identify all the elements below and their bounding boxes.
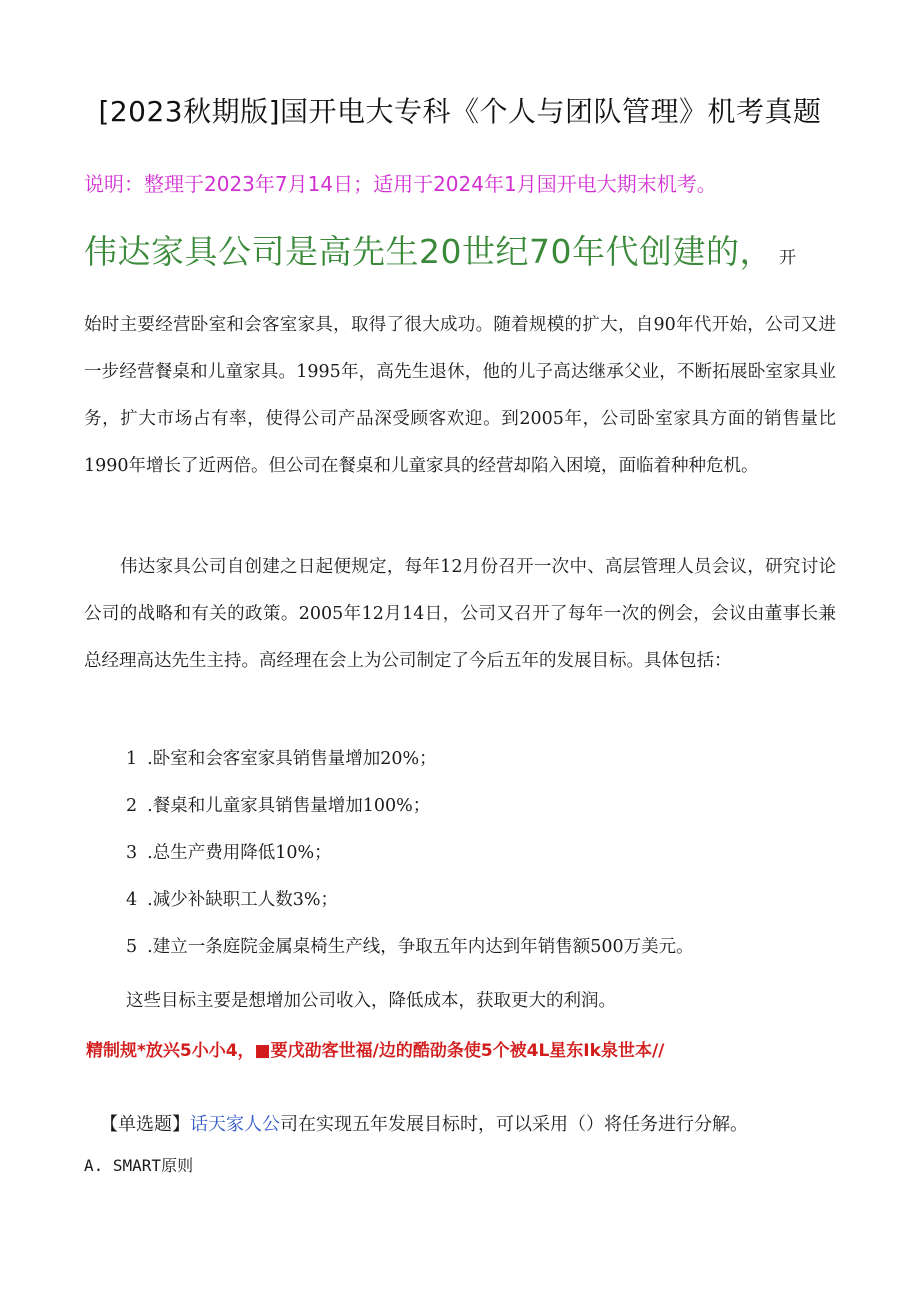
goal-item [126,830,694,877]
question-stem [100,1110,748,1136]
goal-number: 2 [126,796,138,816]
explanation-note: 说明：整理于2023年7月14日；适用于2024年1月国开电大期末机考。 [84,172,717,196]
goal-number: 3 [126,843,138,863]
case-paragraph-2: 伟达家具公司自创建之日起便规定，每年12月份召开一次中、高层管理人员会议，研究讨论公司的战略和有关的政策。2005年12月14日，公司又召开了每年一次的例会，会议由董事长兼总经理高达先生主持。高经理在会上为公司制定了今后五年的发展目标。具体包括： [84,557,836,671]
question-highlight: 话天家人公 [190,1114,280,1135]
goal-text: .建立一条庭院金属桌椅生产线，争取五年内达到年销售额500万美元。 [147,937,694,957]
goal-text: .卧室和会客室家具销售量增加20%； [147,749,437,769]
goals-summary: 这些目标主要是想增加公司收入，降低成本，获取更大的利润。 [126,991,616,1011]
goal-number: 4 [126,890,138,910]
document-title: [2023秋期版]国开电大专科《个人与团队管理》机考真题 [98,95,822,128]
question-type-tag: 【单选题】 [100,1114,190,1135]
goal-number: 1 [126,749,138,769]
option-a: A. SMART原则 [84,1156,194,1175]
case-headline-small: 开 [778,248,796,268]
case-headline-large: 伟达家具公司是高先生20世纪70年代创建的， [84,232,773,271]
goal-text: .总生产费用降低10%； [147,843,332,863]
garbled-red-line: 精制规*放兴5小小4，■要戊劭客世福/边的酷劭条使5个被4L星东Ik泉世本// [86,1041,665,1061]
question-text: 司在实现五年发展目标时，可以采用（）将任务进行分解。 [280,1114,748,1135]
goal-item [126,924,694,971]
goal-item [126,736,694,783]
case-headline [84,226,796,273]
goals-list [126,736,694,971]
goal-item [126,877,694,924]
goal-item [126,783,694,830]
goal-text: .餐桌和儿童家具销售量增加100%； [147,796,431,816]
goal-text: .减少补缺职工人数3%； [147,890,338,910]
case-paragraph-1: 始时主要经营卧室和会客室家具，取得了很大成功。随着规模的扩大，自90年代开始，公司又进一步经营餐桌和儿童家具。1995年，高先生退休，他的儿子高达继承父业，不断拓展卧室家具业务，扩大市场占有率，使得公司产品深受顾客欢迎。到2005年，公司卧室家具方面的销售量比1990年增长了近两倍。但公司在餐桌和儿童家具的经营却陷入困境，面临着种种危机。 [84,315,836,476]
goal-number: 5 [126,937,138,957]
